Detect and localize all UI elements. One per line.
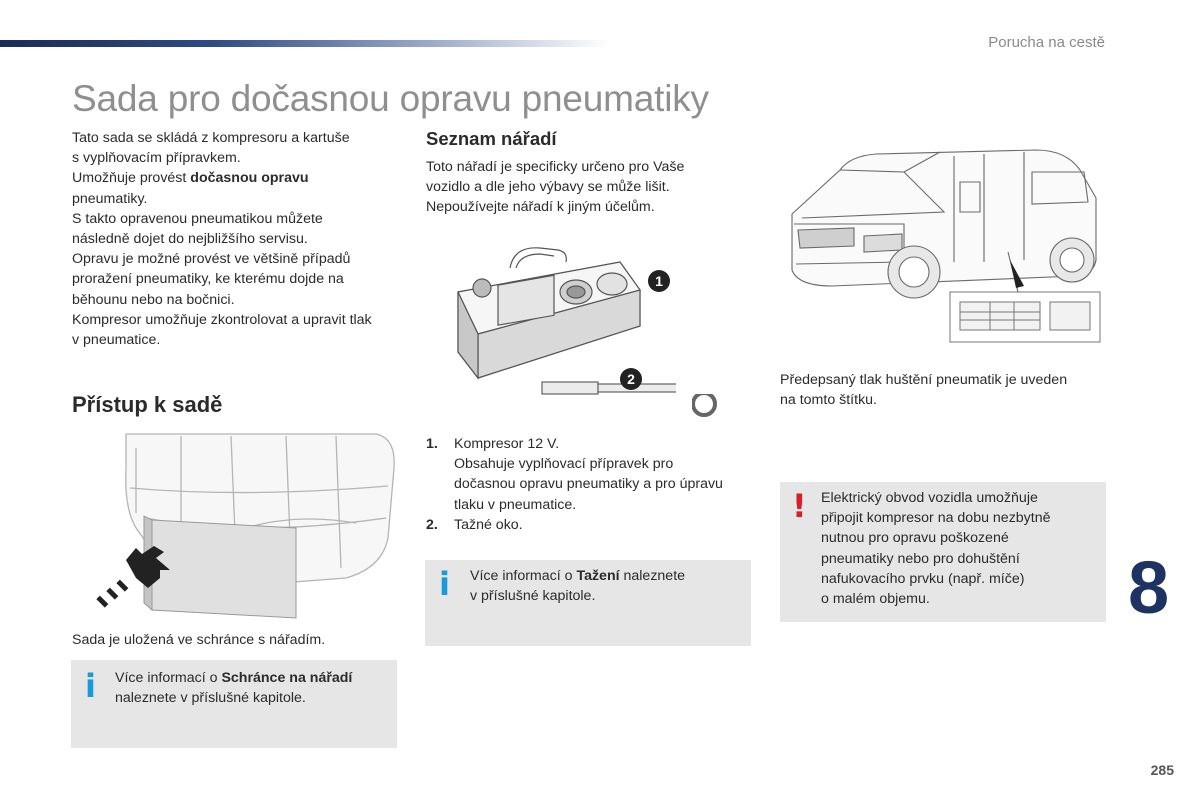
callout-2: 2 xyxy=(620,368,642,390)
info-text: Více informací o xyxy=(115,670,222,686)
page-title: Sada pro dočasnou opravu pneumatiky xyxy=(72,78,709,119)
info-box-towing xyxy=(425,560,751,646)
info-text: naleznete v příslušné kapitole. xyxy=(115,690,306,707)
van-tyre-pressure-label-illustration xyxy=(784,142,1104,348)
pressure-line: Předepsaný tlak huštění pneumatik je uveden xyxy=(780,372,1068,388)
intro-line: následně dojet do nejbližšího servisu. xyxy=(72,231,308,248)
compressor-tow-eye-illustration xyxy=(448,242,676,420)
intro-line: s vyplňovacím přípravkem. xyxy=(72,150,241,167)
section-title: Porucha na cestě xyxy=(988,34,1105,51)
intro-line: S takto opravenou pneumatikou můžete xyxy=(72,210,323,227)
info-bold: Schránce na nářadí xyxy=(221,670,353,686)
item-text: Kompresor 12 V. xyxy=(454,436,560,452)
info-text: naleznete xyxy=(619,568,686,584)
item-text: Tažné oko. xyxy=(454,516,523,533)
intro-line: Tato sada se skládá z kompresoru a kartuše xyxy=(72,130,350,146)
item-text: Obsahuje vyplňovací přípravek pro xyxy=(454,456,674,473)
warning-icon: ! xyxy=(792,487,807,525)
item-number: 1. xyxy=(426,436,438,452)
chapter-number: 8 xyxy=(1128,546,1170,629)
info-box-storage xyxy=(71,660,397,748)
tools-line: Nepoužívejte nářadí k jiným účelům. xyxy=(426,199,655,216)
tools-text xyxy=(426,157,746,218)
page-number: 285 xyxy=(1150,762,1174,778)
warning-line: nafukovacího prvku (např. míče) xyxy=(821,570,1025,587)
intro-bold: dočasnou opravu xyxy=(190,170,309,187)
seat-storage-illustration xyxy=(96,428,402,624)
access-heading: Přístup k sadě xyxy=(72,392,223,417)
info-text: v příslušné kapitole. xyxy=(470,588,596,605)
intro-line: Kompresor umožňuje zkontrolovat a upravit tlak xyxy=(72,311,372,328)
info-text: Více informací o xyxy=(470,568,577,584)
intro-line: proražení pneumatiky, ke kterému dojde na xyxy=(72,271,344,288)
warning-line: o malém objemu. xyxy=(821,591,930,608)
warning-line: pneumatiky nebo pro dohuštění xyxy=(821,550,1020,567)
tools-list-item xyxy=(426,434,756,515)
item-text: tlaku v pneumatice. xyxy=(454,496,577,513)
tow-eye-ring xyxy=(692,394,732,424)
item-number: 2. xyxy=(426,516,438,533)
tools-heading: Seznam nářadí xyxy=(426,128,557,149)
warning-line: připojit kompresor na dobu nezbytně xyxy=(821,510,1051,527)
intro-line: pneumatiky. xyxy=(72,190,148,207)
tools-line: vozidlo a dle jeho výbavy se může lišit. xyxy=(426,179,670,196)
callout-1: 1 xyxy=(648,270,670,292)
item-text: dočasnou opravu pneumatiky a pro úpravu xyxy=(454,476,723,493)
tools-list xyxy=(426,434,756,535)
header-gradient-bar xyxy=(0,40,610,47)
pressure-note xyxy=(780,370,1110,410)
intro-line: běhounu nebo na bočnici. xyxy=(72,291,235,308)
intro-line: Opravu je možné provést ve většině případů xyxy=(72,251,351,268)
tools-list-item xyxy=(426,515,756,535)
info-icon: i xyxy=(439,565,450,603)
storage-caption: Sada je uložená ve schránce s nářadím. xyxy=(72,632,326,648)
info-icon: i xyxy=(85,667,96,705)
intro-line: v pneumatice. xyxy=(72,332,161,349)
pressure-line: na tomto štítku. xyxy=(780,392,877,409)
intro-text xyxy=(72,128,407,350)
warning-line: Elektrický obvod vozidla umožňuje xyxy=(821,490,1038,506)
warning-line: nutnou pro opravu poškozené xyxy=(821,530,1009,547)
info-bold: Tažení xyxy=(576,568,620,584)
warning-box xyxy=(780,482,1106,622)
intro-line: Umožňuje provést xyxy=(72,170,191,187)
tools-line: Toto nářadí je specificky určeno pro Vaše xyxy=(426,159,685,175)
